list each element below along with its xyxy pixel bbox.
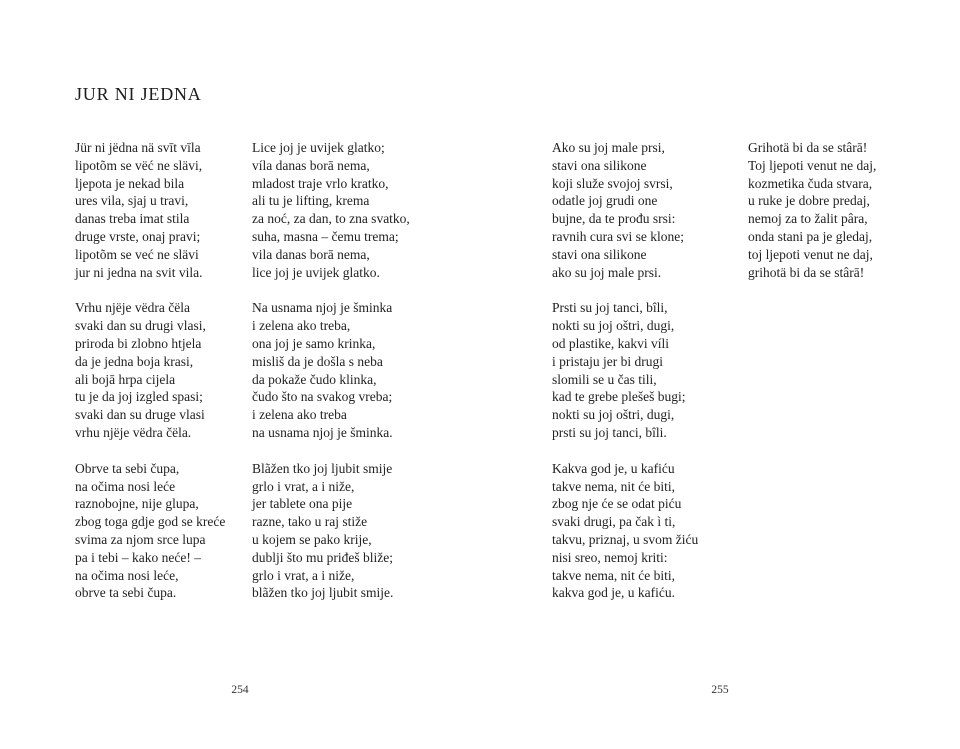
- poem-line: vrhu njëje vëdra čëla.: [75, 424, 192, 440]
- poem-line: Vrhu njëje vëdra čëla: [75, 300, 191, 316]
- poem-line: odatle joj grudi one: [552, 193, 658, 209]
- poem-line: dublji što mu priđeš bliže;: [252, 549, 393, 565]
- poem-line: Kakva god je, u kafiću: [552, 460, 675, 476]
- poem-line: Jür ni jëdna nä svīt vīla: [75, 140, 201, 155]
- poem-line: ravnih cura svi se klone;: [552, 228, 684, 244]
- poem-line: tu je da joj izgled spasi;: [75, 389, 203, 405]
- poem-line: ures vila, sjaj u travi,: [75, 193, 189, 209]
- poem-line: Blãžen tko joj ljubit smije: [252, 460, 393, 476]
- poem-column-4: [748, 139, 876, 299]
- poem-line: od plastike, kakvi víli: [552, 335, 669, 351]
- poem-line: grihotä bi da se stârā!: [748, 264, 865, 280]
- poem-line: da pokaže čudo klinka,: [252, 371, 377, 387]
- poem-line: Toj ljepoti venut ne daj,: [748, 157, 877, 173]
- poem-line: Lice joj je uvijek glatko;: [252, 140, 385, 155]
- poem-line: svaki drugi, pa čak ì ti,: [552, 514, 676, 530]
- poem-line: nisi sreo, nemoj kriti:: [552, 549, 668, 565]
- stanza: [252, 460, 410, 602]
- poem-line: nokti su joj oštri, dugi,: [552, 407, 675, 423]
- stanza: [75, 139, 225, 281]
- poem-line: ako su joj male prsi.: [552, 264, 662, 280]
- stanza: [75, 460, 225, 602]
- poem-line: misliš da je došla s neba: [252, 353, 383, 369]
- poem-line: lice joj je uvijek glatko.: [252, 264, 380, 280]
- stanza: [748, 139, 876, 281]
- poem-line: lipotõm se već ne slävi: [75, 246, 199, 262]
- poem-line: kad te grebe plešeš bugi;: [552, 389, 686, 405]
- poem-line: da je jedna boja krasi,: [75, 353, 194, 369]
- poem-line: kozmetika čuda stvara,: [748, 175, 873, 191]
- poem-line: grlo i vrat, a i niže,: [252, 567, 355, 583]
- poem-line: grlo i vrat, a i niže,: [252, 478, 355, 494]
- poem-line: onda stani pa je gledaj,: [748, 228, 873, 244]
- poem-line: vila danas borā nema,: [252, 246, 370, 262]
- poem-line: lipotõm se vëć ne slävi,: [75, 157, 203, 173]
- poem-line: takve nema, nit će biti,: [552, 478, 675, 494]
- poem-line: blãžen tko joj ljubit smije.: [252, 585, 394, 601]
- poem-line: pa i tebi – kako neće! –: [75, 549, 201, 565]
- poem-line: nokti su joj oštri, dugi,: [552, 318, 675, 334]
- poem-line: zbog nje će se odat piću: [552, 496, 682, 512]
- poem-line: Obrve ta sebi čupa,: [75, 460, 180, 476]
- poem-line: kakva god je, u kafiću.: [552, 585, 675, 601]
- poem-line: víla danas borā nema,: [252, 157, 370, 173]
- poem-line: Na usnama njoj je šminka: [252, 300, 393, 316]
- poem-line: stavi ona silikone: [552, 157, 647, 173]
- poem-line: druge vrste, onaj pravi;: [75, 228, 201, 244]
- poem-line: priroda bi zlobno htjela: [75, 335, 202, 351]
- poem-line: ali tu je lifting, krema: [252, 193, 370, 209]
- poem-line: Ako su joj male prsi,: [552, 140, 665, 155]
- poem-line: za noć, za dan, to zna svatko,: [252, 211, 410, 227]
- poem-line: toj ljepoti venut ne daj,: [748, 246, 873, 262]
- poem-line: takvu, priznaj, u svom žiću: [552, 531, 699, 547]
- poem-line: jer tablete ona pije: [252, 496, 353, 512]
- poem-line: bujne, da te prođu srsi:: [552, 211, 676, 227]
- stanza: [552, 299, 698, 441]
- poem-line: raznobojne, nije glupa,: [75, 496, 199, 512]
- poem-line: u ruke je dobre predaj,: [748, 193, 870, 209]
- poem-line: na usnama njoj je šminka.: [252, 424, 393, 440]
- poem-line: ljepota je nekad bila: [75, 175, 185, 191]
- poem-line: svaki dan su drugi vlasi,: [75, 318, 206, 334]
- poem-line: i pristaju jer bi drugi: [552, 353, 663, 369]
- poem-line: u kojem se pako krije,: [252, 531, 372, 547]
- poem-column-3: [552, 139, 698, 620]
- poem-line: čudo što na svakog vreba;: [252, 389, 393, 405]
- poem-line: Prsti su joj tanci, bîli,: [552, 300, 668, 316]
- poem-line: zbog toga gdje god se kreće: [75, 514, 226, 530]
- poem-column-1: [75, 139, 225, 620]
- poem-line: na očima nosi leće,: [75, 567, 179, 583]
- stanza: [252, 299, 410, 441]
- poem-line: stavi ona silikone: [552, 246, 647, 262]
- poem-line: svima za njom srce lupa: [75, 531, 206, 547]
- poem-line: prsti su joj tanci, bîli.: [552, 424, 667, 440]
- poem-line: ona joj je samo krinka,: [252, 335, 376, 351]
- page-number-left: 254: [231, 684, 249, 696]
- poem-line: jur ni jedna na svit vila.: [75, 264, 203, 280]
- page-number-right: 255: [711, 684, 729, 696]
- poem-line: i zelena ako treba: [252, 407, 347, 423]
- poem-line: takve nema, nit će biti,: [552, 567, 675, 583]
- poem-line: koji služe svojoj svrsi,: [552, 175, 673, 191]
- poem-line: nemoj za to žalit pâra,: [748, 211, 868, 227]
- poem-line: obrve ta sebi čupa.: [75, 585, 177, 601]
- poem-line: ali bojā hrpa cijela: [75, 371, 176, 387]
- stanza: [552, 139, 698, 281]
- poem-line: Grihotä bi da se stârā!: [748, 140, 868, 155]
- stanza: [252, 139, 410, 281]
- poem-line: i zelena ako treba,: [252, 318, 351, 334]
- poem-line: razne, tako u raj stiže: [252, 514, 368, 530]
- poem-line: mladost traje vrlo kratko,: [252, 175, 389, 191]
- poem-line: suha, masna – čemu trema;: [252, 228, 399, 244]
- poem-line: na očima nosi leće: [75, 478, 176, 494]
- stanza: [75, 299, 225, 441]
- stanza: [552, 460, 698, 602]
- poem-line: slomili se u čas tili,: [552, 371, 657, 387]
- poem-line: danas treba imat stila: [75, 211, 190, 227]
- poem-line: svaki dan su druge vlasi: [75, 407, 205, 423]
- poem-title: JUR NI JEDNA: [75, 84, 202, 104]
- poem-column-2: [252, 139, 410, 620]
